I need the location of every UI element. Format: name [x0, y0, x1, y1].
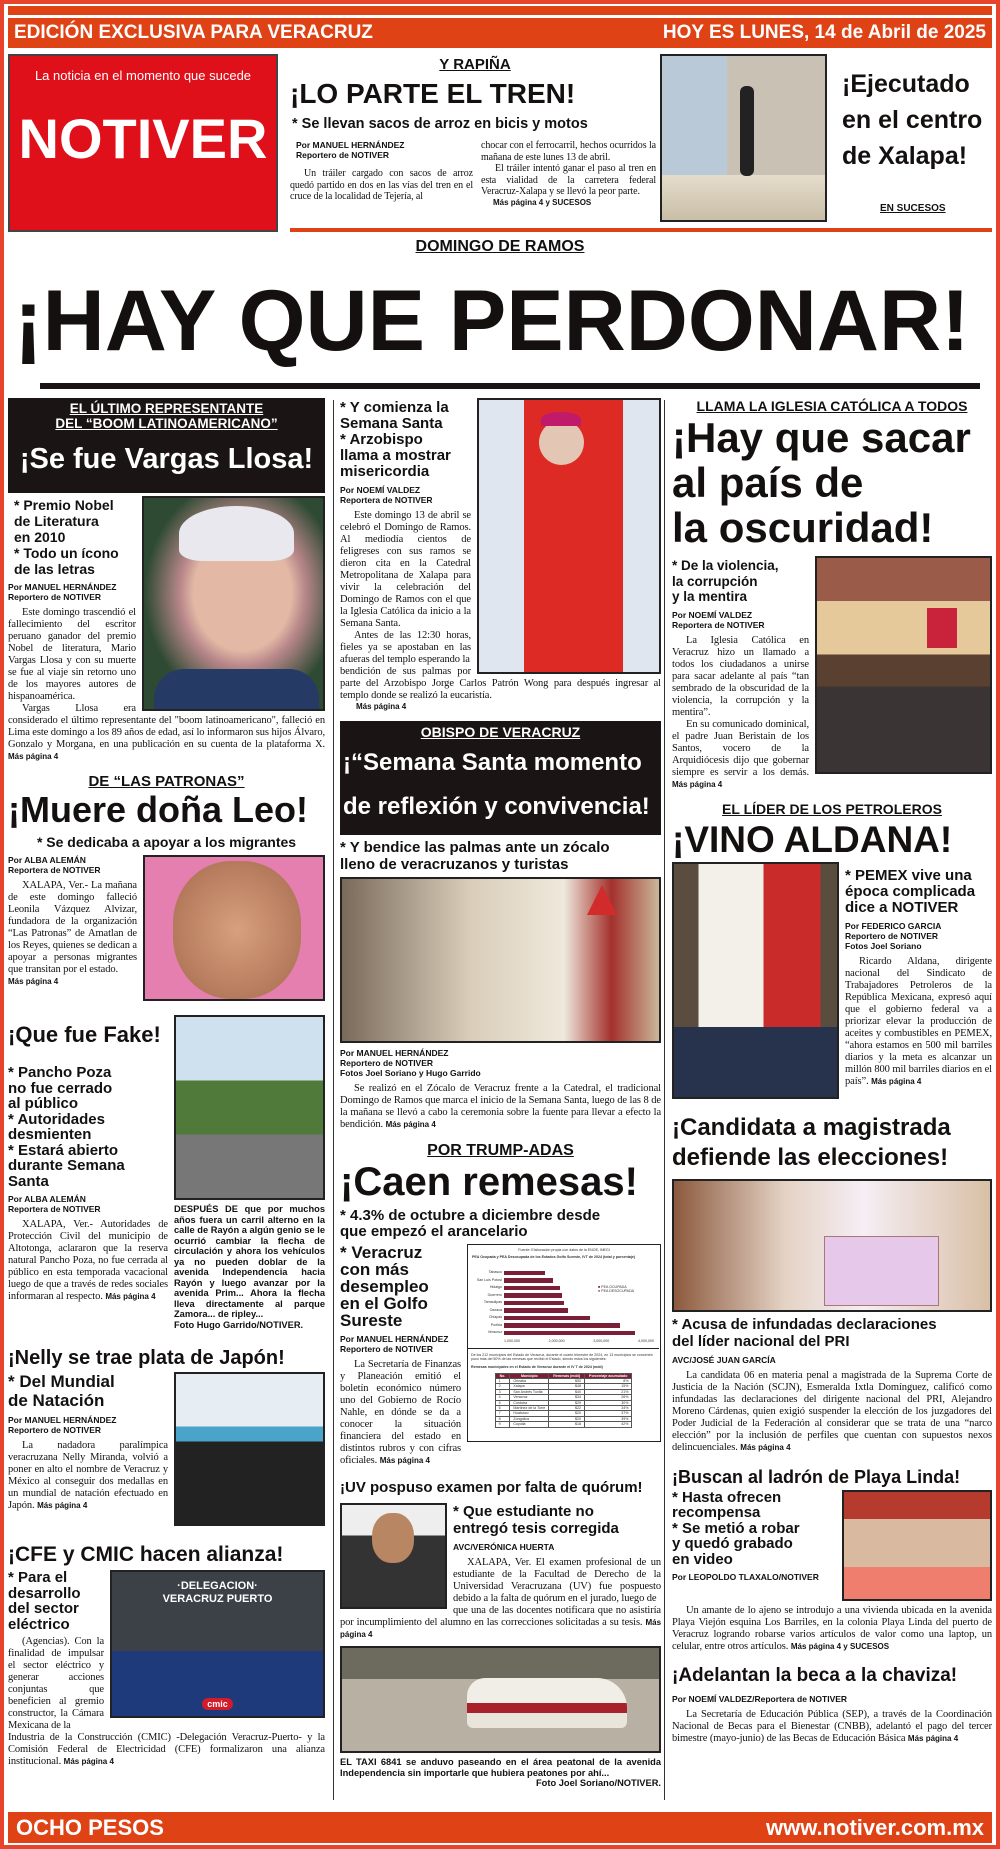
top-stripe: [8, 6, 992, 15]
uv-headline[interactable]: ¡UV pospuso examen por falta de quórum!: [340, 1479, 643, 1496]
figure-source: Fuente: Elaboración propia con datos de la ENOE, INEGI: [518, 1248, 610, 1252]
street-photo: [174, 1015, 325, 1200]
candidata-headline-1[interactable]: ¡Candidata a magistrada: [672, 1113, 951, 1141]
table-cell: 6: [495, 1406, 510, 1411]
llosa-headline[interactable]: ¡Se fue Vargas Llosa!: [19, 443, 314, 475]
remesas-subhead-1: * 4.3% de octubre a diciembre desde que empezó el arancelario: [340, 1207, 601, 1240]
train-truck-photo: [660, 54, 827, 222]
semana-body-1: Este domingo 13 de abril se celebró el Domingo de Ramos. Al mediodía cientos de feligreses con sus ramos se dieron cita en la Catedral Metropolitana de Xalapa para vivir la celebración del Domingo de Ramos con el que la Iglesia Católica da inicio a la Semana Santa.: [340, 510, 471, 629]
column-divider: [664, 400, 665, 1800]
table-cell: Xalapa: [510, 1384, 549, 1389]
iglesia-headline-1[interactable]: ¡Hay que sacar: [672, 414, 971, 461]
iglesia-body-2-text: En su comunicado dominical, el padre Juan Beristain de los Santos, vocero de la Arquidiócesis dijo que gobernar siempre es servir a los demás.: [672, 718, 809, 778]
uv-subhead: * Que estudiante no entregó tesis corregida: [453, 1503, 619, 1537]
candidata-body-text: La candidata 06 en materia penal a magistrada de la Suprema Corte de Justicia de la Nación (SCJN), Esmeralda Ixtla Domínguez, calificó como infundadas las declaraciones del dirigente nacional del PRI, Alejandro Moreno Cárdenas, quien exigió suspender la elección de los juzgadores del Poder Judicial de la Federación al considerar que se trata de una “narco elección” por la inclusión de perfiles que cuentan con supuestos nexos delincuenciales.: [672, 1369, 992, 1453]
aldana-article: [672, 801, 992, 1103]
tren-kicker: Y RAPIÑA: [439, 56, 511, 73]
llosa-kicker-2: DEL “BOOM LATINOAMERICANO”: [55, 416, 278, 431]
obispo-more[interactable]: Más página 4: [385, 1120, 436, 1129]
obispo-body-text: Se realizó en el Zócalo de Veracruz frente a la Catedral, el tradicional Domingo de Ramos que marca el inicio de la Semana Santa, luego de las 8 de la mañana se llevó a cabo la ceremonia sobre la fuente para llevar a efecto la bendición.: [340, 1083, 661, 1130]
table-header: Porcentaje acumulado: [585, 1373, 632, 1378]
figure-state-label: Guerrero: [487, 1292, 502, 1297]
figure-bar: [504, 1286, 560, 1291]
aldana-more[interactable]: Más página 4: [871, 1076, 922, 1086]
remesas-figure: [467, 1244, 661, 1442]
candidata-subhead: * Acusa de infundadas declaraciones del líder nacional del PRI: [672, 1315, 937, 1350]
beca-body: [672, 1709, 992, 1745]
tren-more[interactable]: Más página 4 y SUCESOS: [493, 197, 592, 207]
semana-more[interactable]: Más página 4: [356, 702, 407, 711]
uv-body-2-text: que una de las docentes notificara que no asistiría por incumplimiento del alumno en las correcciones solicitadas a su tesis.: [340, 1605, 661, 1628]
photo-sign-line-2: VERACRUZ PUERTO: [162, 1593, 273, 1606]
iglesia-article: [672, 398, 992, 791]
table-cell: $20: [549, 1416, 585, 1421]
figure-bar: [504, 1323, 620, 1328]
cfe-headline[interactable]: ¡CFE y CMIC hacen alianza!: [8, 1543, 284, 1567]
price-label: OCHO PESOS: [16, 1815, 164, 1840]
table-cell: $29: [549, 1400, 585, 1405]
obispo-byline: Por MANUEL HERNÁNDEZ Reportero de NOTIVER Fotos Joel Soriano y Hugo Garrido: [340, 1048, 481, 1078]
teacher-photo: [340, 1503, 447, 1609]
table-cell: 7: [495, 1411, 510, 1416]
figure-bar-chart: [470, 1269, 656, 1337]
ladron-subhead: * Hasta ofrecen recompensa * Se metió a robar y quedó grabado en video: [672, 1488, 800, 1568]
column-divider: [333, 400, 334, 1800]
table-cell: 34%: [585, 1406, 632, 1411]
table-cell: 39%: [585, 1416, 632, 1421]
llosa-subhead: * Premio Nobel de Literatura en 2010 * Todo un ícono de las letras: [14, 497, 119, 577]
llosa-kicker-1: EL ÚLTIMO REPRESENTANTE: [69, 401, 264, 416]
llosa-body-1: Este domingo trascendió el fallecimiento del escritor peruano ganador del premio Nobel de literatura, Mario Vargas Llosa y con su muerte se fue al viaje sin retorno uno de los mayores autores de hispanoamérica.: [8, 607, 136, 702]
tren-subhead: * Se llevan sacos de arroz en bicis y motos: [292, 116, 588, 132]
remesas-more[interactable]: Más página 4: [379, 1456, 430, 1465]
table-cell: $18: [549, 1422, 585, 1427]
candidata-headline-2[interactable]: defiende las elecciones!: [672, 1143, 949, 1171]
tren-headline[interactable]: ¡LO PARTE EL TREN!: [290, 78, 576, 109]
ladron-headline[interactable]: ¡Buscan al ladrón de Playa Linda!: [672, 1466, 961, 1487]
semana-subhead: * Y comienza la Semana Santa * Arzobispo llama a mostrar misericordia: [340, 399, 451, 480]
llosa-more[interactable]: Más página 4: [8, 752, 59, 761]
leo-more[interactable]: Más página 4: [8, 977, 59, 987]
figure-title: PEA Ocupada y PEA Desocupada de los Estados Golfo Sureste, IVT de 2024 (total y porcentaje): [472, 1255, 636, 1260]
figure-bar: [504, 1278, 553, 1283]
table-cell: 37%: [585, 1411, 632, 1416]
nelly-headline[interactable]: ¡Nelly se trae plata de Japón!: [8, 1347, 285, 1370]
candidata-body: [672, 1370, 992, 1454]
table-cell: $34: [549, 1395, 585, 1400]
aldana-body-text: Ricardo Aldana, dirigente nacional del Sindicato de Trabajadores Petroleros de la República Mexicana, expresó aquí que el gobierno federal va a priorizar elevar la producción de aceites y combustibles en PEMEX, “ahora estamos en 500 mil barriles diarios y la meta es alcanzar un millón 800 mil barriles diarios en el país”.: [845, 955, 992, 1087]
ejecutado-headline[interactable]: [842, 66, 992, 174]
iglesia-byline: Por NOEMÍ VALDEZ Reportera de NOTIVER: [672, 609, 765, 630]
main-kicker: DOMINGO DE RAMOS: [415, 238, 585, 255]
figure-state-label: Veracruz: [487, 1330, 502, 1335]
tick: 4,000,000: [637, 1339, 654, 1343]
cfe-body-2: [8, 1732, 325, 1768]
left-column: [8, 398, 325, 1778]
table-header: Remesas (mdd): [549, 1373, 585, 1378]
nelly-more[interactable]: Más página 4: [37, 1501, 88, 1511]
figure-bar: [504, 1331, 635, 1336]
uv-article: [340, 1477, 661, 1789]
vargas-llosa-photo: [142, 496, 325, 711]
leo-kicker: DE “LAS PATRONAS”: [88, 773, 245, 790]
archbishop-photo: [477, 398, 661, 674]
nelly-subhead: * Del Mundial de Natación: [8, 1372, 115, 1411]
table-cell: Martínez de la Torre: [510, 1406, 549, 1411]
table-cell: $22: [549, 1406, 585, 1411]
table-cell: 8: [495, 1416, 510, 1421]
middle-column: [340, 398, 661, 1799]
date-label: HOY ES LUNES, 14 de Abril de 2025: [662, 22, 986, 43]
uv-body-2: [340, 1605, 661, 1641]
table-cell: 9: [495, 1422, 510, 1427]
notiver-logo[interactable]: [8, 54, 278, 232]
table-cell: $48: [549, 1384, 585, 1389]
table-cell: $20: [549, 1411, 585, 1416]
leo-article: [8, 773, 325, 1005]
table-cell: Veracruz: [510, 1395, 549, 1400]
uv-more[interactable]: Más página 4: [340, 1618, 662, 1639]
legend-ocupada: PEA OCUPADA: [601, 1285, 627, 1289]
figure-bar: [504, 1316, 590, 1321]
fake-caption: [174, 1204, 325, 1330]
table-cell: 21%: [585, 1389, 632, 1394]
right-column: [672, 398, 992, 1755]
leo-body-text: XALAPA, Ver.- La mañana de este domingo falleció Leonila Vázquez Alvizar, fundadora de la organización “Las Patronas” de Amatlan de los Reyes, quienes se dedican a apoyar a personas migrantes que transitan por el estado.: [8, 880, 137, 976]
iglesia-subhead: * De la violencia, la corrupción y la mentira: [672, 558, 779, 604]
ladron-more[interactable]: Más página 4 y SUCESOS: [790, 1641, 890, 1651]
uv-body-1: XALAPA, Ver. El examen profesional de un estudiante de la Facultad de Derecho de la Universidad Veracruzana (UV) fue pospuesto debido a la falta de quórum en el jurado, luego de: [453, 1557, 661, 1604]
beca-body-text: La Secretaría de Educación Pública (SEP), a través de la Coordinación Nacional de Becas para el Bienestar (CNBB), adelantó el pago del tercer bimestre (mayo-junio) de las Becas de Educación Básica: [672, 1708, 992, 1744]
ejecutado-line-2[interactable]: en el centro: [842, 106, 983, 134]
table-cell: Orizaba: [510, 1379, 549, 1384]
remesas-kicker: POR TRUMP-ADAS: [427, 1142, 574, 1159]
table-row: [495, 1422, 632, 1427]
remesas-headline[interactable]: ¡Caen remesas!: [340, 1160, 638, 1204]
swimmers-photo: [174, 1372, 325, 1526]
ladron-byline: Por LEOPOLDO TLAXALO/NOTIVER: [672, 1572, 819, 1582]
figure-table-title: Remesas municipales en el Estado de Veracruz durante el IV T de 2024 (mdd): [471, 1365, 603, 1370]
tren-body-1: Un tráiler cargado con sacos de arroz quedó partido en dos en las vías del tren en el cruce de la localidad de Tejería, al: [290, 168, 473, 202]
beca-byline: Por NOEMÍ VALDEZ/Reportera de NOTIVER: [672, 1693, 848, 1704]
palm-blessing-photo: [340, 877, 661, 1043]
ladron-body-text: Un amante de lo ajeno se introdujo a una vivienda ubicada en la avenida Playa Viejón esquina Los Barriles, en la colonia Playa Linda del puerto de Veracruz logrando robarse varios artículos de valor como una laptop, un celular, entre otros artículos.: [672, 1604, 992, 1652]
table-cell: San Andrés Tuxtla: [510, 1389, 549, 1394]
cmic-logo: cmic: [202, 1698, 233, 1710]
candidata-byline: AVC/JOSÉ JUAN GARCÍA: [672, 1354, 776, 1365]
candidata-photo: [672, 1179, 992, 1312]
cmic-meeting-photo: [110, 1570, 325, 1718]
cathedral-photo: [815, 556, 992, 774]
table-cell: Coyutla: [510, 1422, 549, 1427]
semana-article: [340, 398, 661, 711]
tick: 3,000,000: [593, 1339, 610, 1343]
fake-headline[interactable]: ¡Que fue Fake!: [8, 1022, 161, 1048]
remesas-article: [340, 1141, 661, 1467]
table-cell: Córdoba: [510, 1400, 549, 1405]
figure-state-label: San Luis Potosí: [476, 1277, 502, 1282]
obispo-subhead: * Y bendice las palmas ante un zócalo lleno de veracruzanos y turistas: [340, 839, 610, 873]
figure-legend: ■ PEA OCUPADA ■ PEA DESOCUPADA: [598, 1285, 635, 1294]
aldana-byline: Por FEDERICO GARCIA Reportero de NOTIVER Fotos Joel Soriano: [845, 920, 942, 951]
figure-bar: [504, 1293, 562, 1298]
obispo-header-box: [340, 721, 661, 835]
obispo-body: [340, 1083, 661, 1131]
aldana-headline[interactable]: ¡VINO ALDANA!: [672, 818, 953, 860]
obispo-article: [340, 721, 661, 1131]
taxi-caption: [340, 1757, 661, 1789]
llosa-body-2-text: Vargas Llosa era considerado el último representante del "boom latinoamericano", falleció en Lima este domingo a los 89 años de edad, así lo informaron sus hijos Álvaro, Gonzalo y Morgana, en una publicación en su cuenta de la plataforma X.: [8, 703, 325, 750]
cfe-body-1: (Agencias). Con la finalidad de impulsar el sector eléctrico y generar acciones conjuntas que beneficien al gremio constructor, la Cámara Mexicana de la: [8, 1636, 104, 1732]
leo-byline: Por ALBA ALEMÁN Reportera de NOTIVER: [8, 855, 101, 876]
table-cell: 4: [495, 1395, 510, 1400]
llosa-body-2: [8, 703, 325, 763]
figure-state-label: Tamaulipas: [483, 1300, 502, 1305]
remesas-table: [495, 1373, 633, 1428]
figure-state-label: Tabasco: [488, 1270, 502, 1274]
aldana-photo: [672, 862, 839, 1099]
table-cell: 1: [495, 1379, 510, 1384]
table-cell: 30%: [585, 1400, 632, 1405]
beca-more[interactable]: Más página 4: [907, 1733, 959, 1743]
taxi-photo: [340, 1646, 661, 1753]
footer-bar: [8, 1812, 992, 1843]
tren-body-3: El tráiler intentó ganar el paso al tren en esta vialidad de la carretera federal Veracruz-Xalapa y se llevó la peor parte.: [481, 163, 656, 197]
ejecutado-section[interactable]: EN SUCESOS: [880, 203, 946, 214]
iglesia-headline-3[interactable]: la oscuridad!: [672, 504, 934, 551]
table-cell: Zongolica: [510, 1416, 549, 1421]
table-cell: $50: [549, 1379, 585, 1384]
obispo-headline-2[interactable]: de reflexión y convivencia!: [343, 793, 650, 820]
obispo-kicker: OBISPO DE VERACRUZ: [420, 724, 581, 740]
fake-more[interactable]: Más página 4: [105, 1292, 156, 1302]
figure-state-label: Chiapas: [488, 1315, 502, 1320]
table-cell: Huatusco: [510, 1411, 549, 1416]
llosa-byline: Por MANUEL HERNÁNDEZ Reportero de NOTIVER: [8, 582, 117, 602]
tren-column-2: [481, 140, 656, 207]
taxi-caption-text: EL TAXI 6841 se anduvo paseando en el área peatonal de la avenida Independencia sin importarle que hubiera peatones por ahí...: [340, 1757, 661, 1778]
figure-state-label: Oaxaca: [489, 1307, 502, 1312]
nelly-article: [8, 1344, 325, 1530]
table-cell: 42%: [585, 1422, 632, 1427]
fake-subhead: * Pancho Poza no fue cerrado al público * Autoridades desmienten * Estará abierto durante Semana Santa: [8, 1064, 125, 1190]
remesas-byline: Por MANUEL HERNÁNDEZ Reportero de NOTIVER: [340, 1334, 449, 1354]
fake-body-text: XALAPA, Ver.- Autoridades de Protección Civil del municipio de Altotonga, aclararon que la reserva natural Pancho Poza, no fue cerrada al público en esta temporada vacacional luego de que a través de redes sociales informaran al respecto.: [8, 1219, 168, 1303]
leo-subhead: * Se dedicaba a apoyar a los migrantes: [36, 834, 297, 851]
orange-rule: [290, 228, 992, 232]
table-cell: 8%: [585, 1379, 632, 1384]
logo-slogan: La noticia en el momento que sucede: [34, 68, 252, 83]
table-cell: $40: [549, 1389, 585, 1394]
legend-desocupada: PEA DESOCUPADA: [601, 1289, 635, 1294]
semana-byline: Por NOEMÍ VALDEZ Reportera de NOTIVER: [340, 485, 433, 505]
iglesia-body-1: La Iglesia Católica en Veracruz hizo un llamado a todos los ciudadanos a unirse para sacar adelante al país “tan sembrado de la obscuridad de la violencia, la corrupción y la mentira”.: [672, 634, 809, 718]
figure-bar: [504, 1271, 545, 1276]
figure-state-label: Puebla: [490, 1322, 502, 1327]
cfe-more[interactable]: Más página 4: [63, 1757, 114, 1767]
nelly-body-text: La nadadora paralímpica veracruzana Nelly Miranda, volvió a poner en alto el nombre de Veracruz y México al conseguir dos medallas en un mundial de natación efectuado en Japón.: [8, 1440, 168, 1512]
beca-headline[interactable]: ¡Adelantan la beca a la chaviza!: [672, 1664, 958, 1686]
ejecutado-line-3[interactable]: de Xalapa!: [842, 142, 968, 170]
table-cell: 26%: [585, 1395, 632, 1400]
figure-note: De los 212 municipios del Estado de Veracruz, durante el cuarto trimestre de 2024, en 13 municipios se concentró poco más del 50% de las remesas que recibió el Estado, siendo estos los siguientes:: [471, 1353, 653, 1362]
tren-byline: Por MANUEL HERNÁNDEZ Reportero de NOTIVER: [296, 140, 405, 160]
website-link[interactable]: www.notiver.com.mx: [765, 1815, 984, 1840]
tick: 2,000,000: [548, 1339, 565, 1343]
edition-bar: [8, 18, 992, 48]
main-headline[interactable]: ¡HAY QUE PERDONAR!: [14, 273, 970, 369]
uv-byline: AVC/VERÓNICA HUERTA: [453, 1542, 555, 1552]
fake-byline: Por ALBA ALEMÁN Reportera de NOTIVER: [8, 1194, 101, 1215]
fake-caption-text: DESPUÉS DE que por muchos años fuera un carril alterno en la calle de Rayón a algún genio se le ocurrió cambiar la flecha de circulación y ahora los vehículos ya no pueden doblar de la avenida Independencia hacia Rayón y luego avanzar por la avenida Prim... Ahora la flecha lleva directamente al parque Zamora... de ripley...: [174, 1204, 325, 1320]
taxi-credit: Foto Joel Soriano/NOTIVER.: [536, 1778, 661, 1788]
semana-body-3: bendición de sus palmas por parte del Arzobispo Jorge Carlos Patrón Wong para después ingresar al templo donde se realizó la eucaristía.: [340, 666, 661, 701]
beca-article: [672, 1663, 992, 1745]
edition-label: EDICIÓN EXCLUSIVA PARA VERACRUZ: [14, 22, 373, 43]
tren-body-2: chocar con el ferrocarril, hechos ocurridos la mañana de este lunes 13 de abril.: [481, 140, 656, 163]
table-cell: 2: [495, 1384, 510, 1389]
headline-underline: [40, 383, 980, 389]
ejecutado-line-1[interactable]: ¡Ejecutado: [842, 70, 970, 98]
fake-article: [8, 1015, 325, 1334]
llosa-header-box: [8, 398, 325, 493]
remesas-subhead-2: * Veracruz con más desempleo en el Golfo Sureste: [340, 1243, 429, 1330]
figure-bar: [504, 1308, 568, 1313]
figure-state-label: Hidalgo: [489, 1285, 502, 1290]
thief-photo: [842, 1490, 992, 1601]
obispo-headline-1[interactable]: ¡“Semana Santa momento: [343, 749, 642, 776]
aldana-subhead: * PEMEX vive una época complicada dice a NOTIVER: [845, 866, 976, 916]
remesas-body-text: La Secretaría de Finanzas y Planeación emitió el boletín económico número uno del Gobierno de Rocío Nahle, en dónde se da a conocer la situación financiera del estado en distintos rubros y con cifras oficiales.: [340, 1359, 461, 1466]
dona-leo-photo: [143, 855, 325, 1001]
iglesia-more[interactable]: Más página 4: [672, 779, 723, 789]
iglesia-headline-2[interactable]: al país de: [672, 459, 864, 506]
nelly-byline: Por MANUEL HERNÁNDEZ Reportero de NOTIVER: [8, 1415, 117, 1436]
cfe-subhead: * Para el desarrollo del sector eléctrico: [8, 1569, 81, 1633]
leo-headline[interactable]: ¡Muere doña Leo!: [8, 789, 309, 830]
table-cell: 5: [495, 1400, 510, 1405]
logo-wordmark: NOTIVER: [18, 107, 268, 170]
fake-credit: Foto Hugo Garrido/NOTIVER.: [174, 1319, 304, 1330]
cfe-body-2-text: Industria de la Construcción (CMIC) -Delegación Veracruz-Puerto- y la Comisión Federal de Electricidad (CFE) formalizaron una alianza institucional.: [8, 1732, 325, 1768]
fake-photo-block: [174, 1015, 325, 1330]
figure-ticks: [504, 1339, 654, 1343]
candidata-article: [672, 1113, 992, 1454]
photo-sign-line-1: ·DELEGACION·: [177, 1580, 258, 1593]
iglesia-kicker: LLAMA LA IGLESIA CATÓLICA A TODOS: [696, 398, 968, 414]
llosa-article: [8, 398, 325, 763]
table-header: No.: [495, 1373, 510, 1378]
cfe-article: [8, 1540, 325, 1768]
table-cell: 3: [495, 1389, 510, 1394]
semana-body-2: Antes de las 12:30 horas, fieles ya se apostaban en las afueras del templo esperando la: [340, 630, 471, 665]
ladron-body: [672, 1605, 992, 1653]
ladron-article: [672, 1464, 992, 1653]
candidata-more[interactable]: Más página 4: [740, 1442, 791, 1452]
figure-bar: [504, 1301, 564, 1306]
table-header: Municipio: [510, 1373, 549, 1378]
tick: 1,000,000: [504, 1339, 520, 1343]
aldana-kicker: EL LÍDER DE LOS PETROLEROS: [722, 800, 942, 817]
table-cell: 15%: [585, 1384, 632, 1389]
